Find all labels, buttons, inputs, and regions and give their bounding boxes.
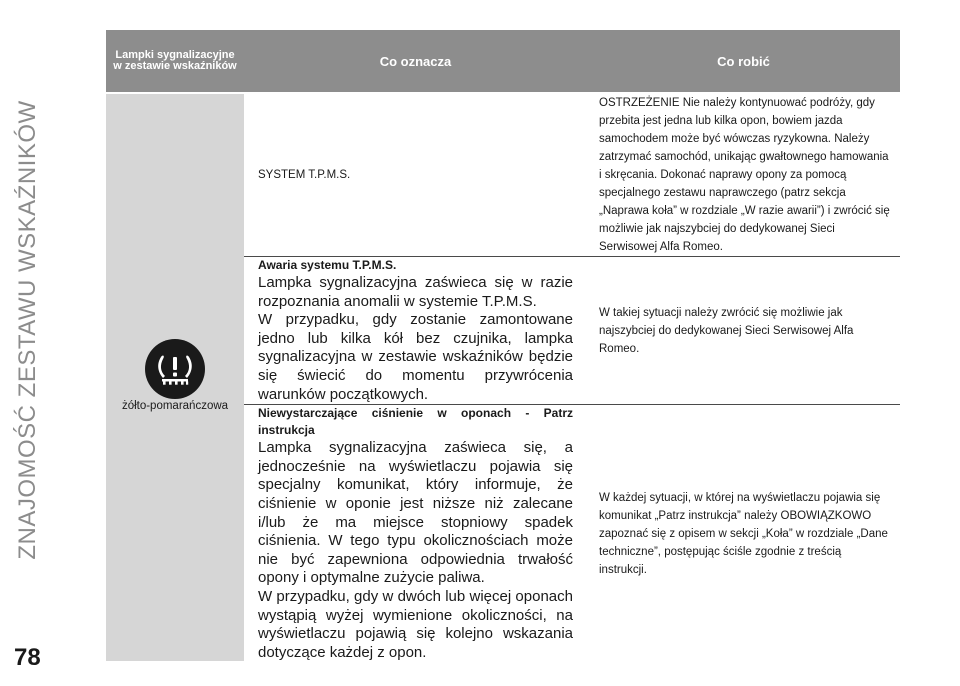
- chapter-side-title-text: ZNAJOMOŚĆ ZESTAWU WSKAŹNIKÓW: [14, 100, 41, 560]
- header-lamp: Lampki sygnalizacyjne w zestawie wskaźników: [113, 49, 237, 72]
- meaning-title: Niewystarczające ciśnienie w oponach - Patrz instrukcja: [258, 406, 573, 438]
- meaning-title: Awaria systemu T.P.M.S.: [258, 258, 397, 272]
- meaning-cell: [244, 257, 585, 404]
- meaning-paragraph: W przypadku, gdy zostanie zamontowane jedno lub kilka kół bez czujnika, lampka sygnalizacyjna w zestawie wskaźników będzie się świecić do momentu przywrócenia warunków początkowych.: [258, 311, 573, 403]
- meaning-text: SYSTEM T.P.M.S.: [258, 169, 351, 181]
- table-row: [244, 405, 900, 662]
- warning-lamp-table: [106, 30, 900, 661]
- meaning-paragraph: W przypadku, gdy w dwóch lub więcej oponach wystąpią wyżej wymienione okoliczności, na wyświetlaczu pojawią się kolejno wskazania dotyczące każdej z opon.: [258, 587, 573, 661]
- tpms-warning-icon: [144, 338, 206, 400]
- page-number: 78: [14, 644, 41, 671]
- lamp-cell: [106, 94, 244, 661]
- meaning-cell: [244, 405, 585, 662]
- header-action: Co robić: [717, 53, 770, 69]
- table-body: [106, 94, 900, 661]
- table-row: [244, 94, 900, 257]
- table-header: [106, 30, 900, 92]
- header-meaning: Co oznacza: [379, 53, 452, 69]
- meaning-body: [258, 439, 573, 662]
- lamp-color-caption: żółto-pomarańczowa: [121, 400, 229, 412]
- action-text: OSTRZEŻENIE Nie należy kontynuować podróży, gdy przebita jest jedna lub kilka opon, bowiem jazda samochodem może być wówczas ryzykowna. Należy zatrzymać samochód, unikając gwałtownego hamowania i skręcania. Dokonać naprawy opony za pomocą specjalnego zestawu naprawczego (patrz sekcja „Naprawa koła” w rozdziale „W razie awarii”) i zwrócić się możliwie jak najszybciej do dedykowanej Sieci Serwisowej Alfa Romeo.: [599, 97, 890, 253]
- table-row: [244, 257, 900, 405]
- meaning-paragraph: Lampka sygnalizacyjna zaświeca się w razie rozpoznania anomalii w systemie T.P.M.S.: [258, 274, 573, 310]
- action-cell: [585, 405, 898, 662]
- action-cell: [585, 94, 898, 256]
- action-cell: [585, 257, 898, 404]
- meaning-body: [258, 274, 573, 404]
- table-rows: [244, 94, 900, 661]
- meaning-cell: [244, 94, 585, 256]
- action-text: W każdej sytuacji, w której na wyświetlaczu pojawia się komunikat „Patrz instrukcja” należy OBOWIĄZKOWO zapoznać się z opisem w sekcji „Koła” w rozdziale „Dane techniczne”, postępując ściśle zgodnie z treścią instrukcji.: [599, 491, 888, 576]
- action-text: W takiej sytuacji należy zwrócić się możliwie jak najszybciej do dedykowanej Sieci Serwisowej Alfa Romeo.: [599, 306, 854, 355]
- meaning-paragraph: Lampka sygnalizacyjna zaświeca się, a jednocześnie na wyświetlaczu pojawia się specjalny komunikat, który informuje, że ciśnienie w oponie jest niższe niż zalecane i/lub że ma miejsce stopniowy spadek ciśnienia. W tego typu okolicznościach może nie być zapewniona odpowiednia trwałość opony i optymalne zużycie paliwa.: [258, 439, 573, 587]
